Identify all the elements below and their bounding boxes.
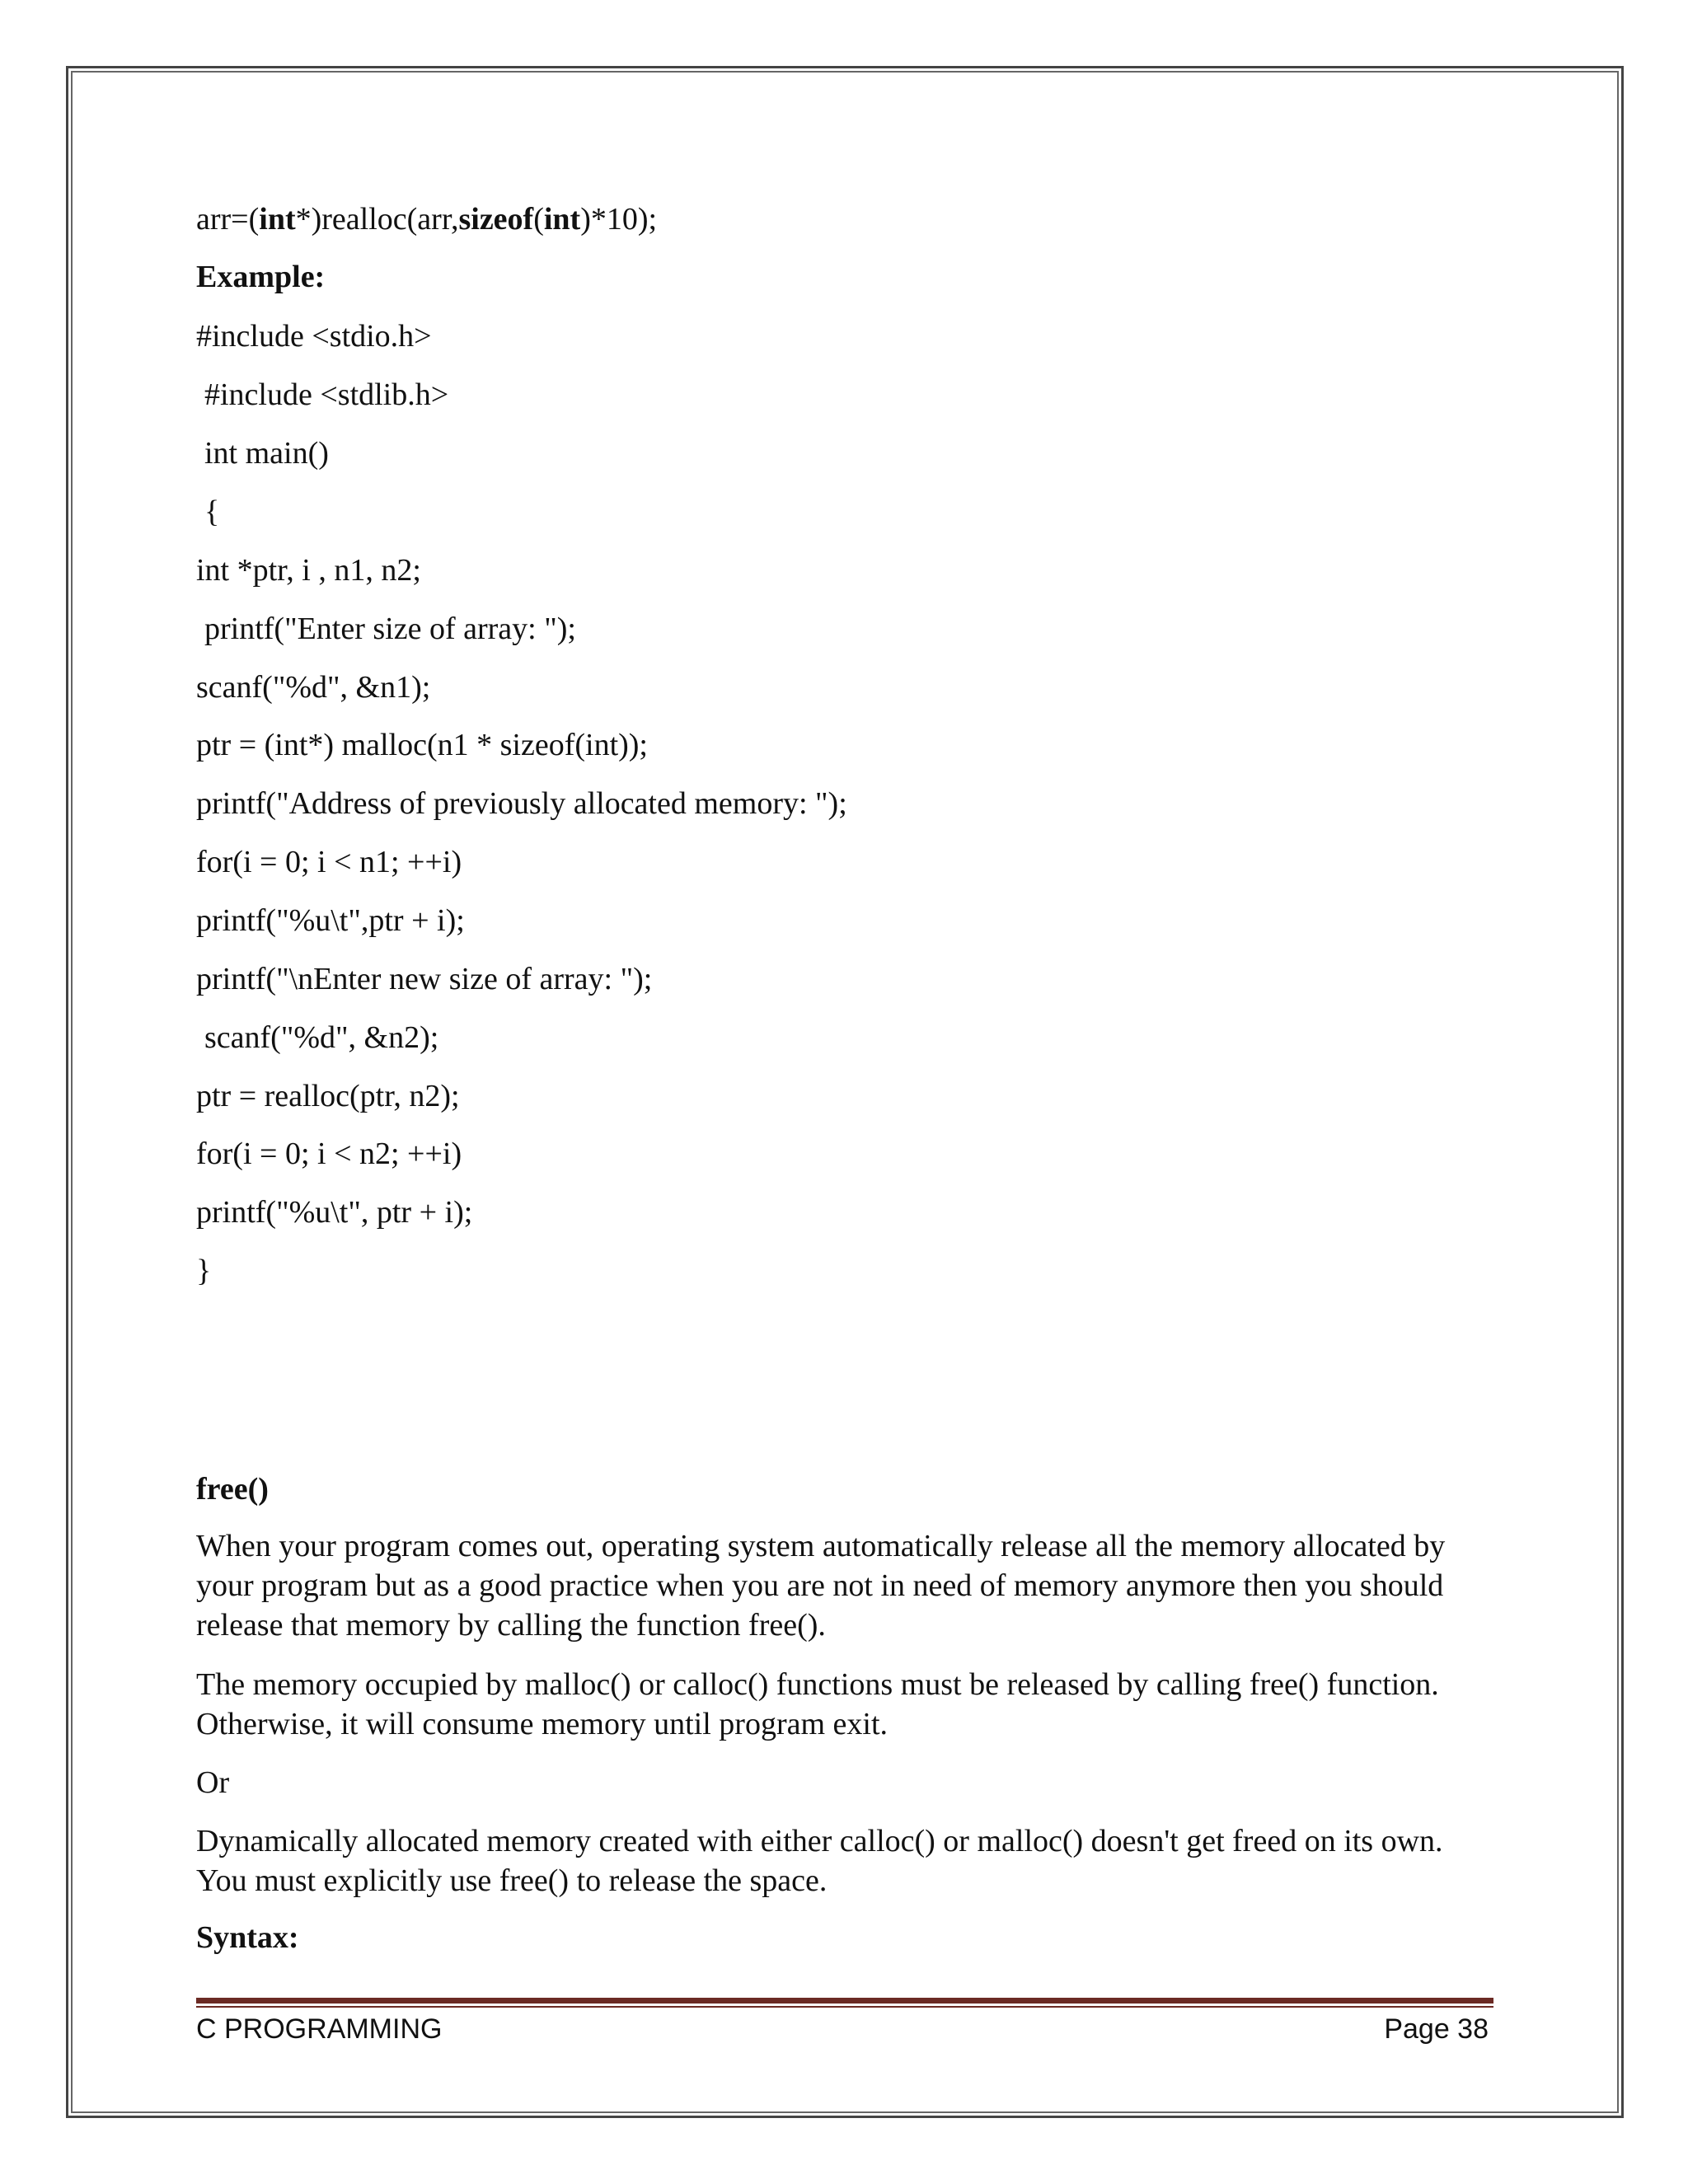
code-line: int main()	[204, 436, 329, 471]
code-line: printf("\nEnter new size of array: ");	[196, 962, 653, 996]
code-keyword: int	[543, 202, 581, 237]
paragraph: The memory occupied by malloc() or calloc() functions must be released by calling free() function. Otherwise, it will consume memory until program exit.	[196, 1667, 1439, 1741]
page-number: Page 38	[1384, 2013, 1489, 2045]
footer-rule-thin	[196, 2006, 1493, 2008]
code-line: printf("%u\t", ptr + i);	[196, 1195, 473, 1230]
code-line: printf("Enter size of array: ");	[204, 612, 576, 646]
code-line: printf("Address of previously allocated memory: ");	[196, 786, 847, 821]
code-fragment: arr=(	[196, 202, 260, 237]
syntax-heading: Syntax:	[196, 1920, 299, 1955]
code-line: for(i = 0; i < n1; ++i)	[196, 845, 462, 879]
footer-title: C PROGRAMMING	[196, 2013, 443, 2045]
code-keyword: sizeof	[458, 202, 534, 237]
footer-rule	[196, 1998, 1493, 2004]
code-line: scanf("%d", &n2);	[204, 1020, 439, 1055]
free-heading: free()	[196, 1472, 269, 1507]
code-fragment: *)realloc(arr,	[295, 202, 459, 237]
code-fragment: )*10);	[580, 202, 658, 237]
paragraph: Or	[196, 1765, 230, 1800]
example-heading: Example:	[196, 260, 326, 294]
code-line: int *ptr, i , n1, n2;	[196, 553, 421, 588]
code-line: ptr = realloc(ptr, n2);	[196, 1079, 460, 1113]
paragraph: Dynamically allocated memory created with either calloc() or malloc() doesn't get freed on its own. You must explicitly use free() to release the space.	[196, 1824, 1443, 1898]
code-line: #include <stdio.h>	[196, 319, 432, 354]
realloc-code-line	[196, 199, 657, 239]
code-line: scanf("%d", &n1);	[196, 670, 431, 705]
code-line: {	[204, 494, 220, 529]
code-line: ptr = (int*) malloc(n1 * sizeof(int));	[196, 728, 648, 762]
code-fragment: (	[533, 202, 544, 237]
code-line: for(i = 0; i < n2; ++i)	[196, 1137, 462, 1171]
code-line: #include <stdlib.h>	[204, 377, 449, 412]
paragraph: When your program comes out, operating system automatically release all the memory allocated by your program but as a good practice when you are not in need of memory anymore then you should release that memory by calling the function free().	[196, 1529, 1446, 1643]
code-keyword: int	[259, 202, 296, 237]
code-line: }	[196, 1254, 212, 1288]
code-line: printf("%u\t",ptr + i);	[196, 903, 465, 938]
